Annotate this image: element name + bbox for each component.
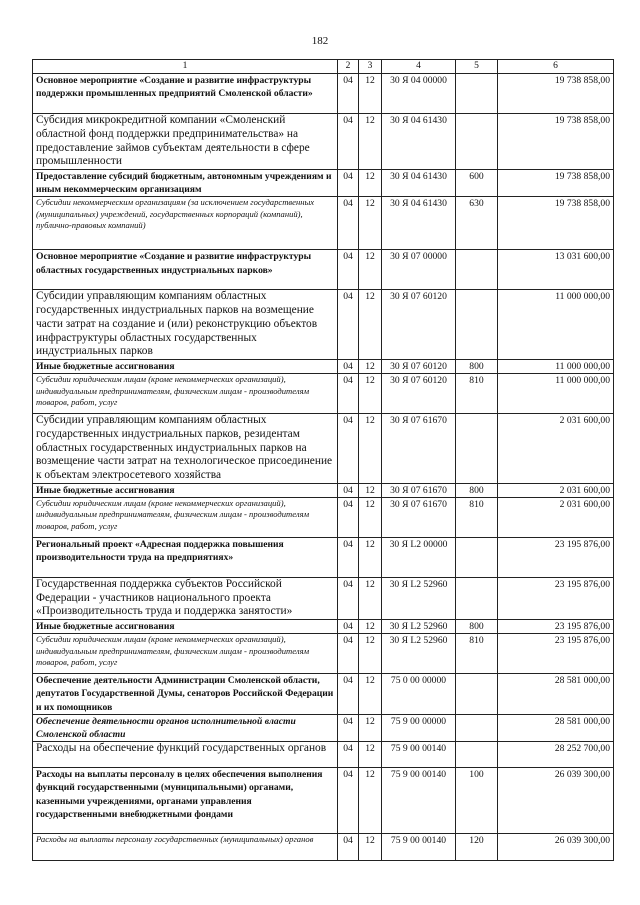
subsection-code-cell: 12: [359, 577, 382, 619]
table-row: [33, 74, 614, 114]
amount-cell: 28 581 000,00: [498, 714, 614, 741]
amount-cell: 26 039 300,00: [498, 834, 614, 861]
target-article-cell: 75 9 00 00140: [382, 742, 456, 768]
table-row: [33, 577, 614, 619]
subsection-code-cell: 12: [359, 537, 382, 577]
target-article-cell: 75 0 00 00000: [382, 674, 456, 715]
target-article-cell: 30 Я 07 61670: [382, 414, 456, 484]
expense-type-cell: [456, 537, 498, 577]
amount-cell: 26 039 300,00: [498, 768, 614, 834]
table-row: [33, 537, 614, 577]
amount-cell: 19 738 858,00: [498, 114, 614, 170]
row-name-cell: Основное мероприятие «Создание и развитие инфраструктуры областных государственных индустриальных парков»: [33, 250, 338, 290]
amount-cell: 11 000 000,00: [498, 290, 614, 360]
row-name-cell: Обеспечение деятельности Администрации Смоленской области, депутатов Государственной Думы, сенаторов Российской Федерации и их помощников: [33, 674, 338, 715]
row-name-cell: Иные бюджетные ассигнования: [33, 619, 338, 633]
section-code-cell: 04: [338, 250, 359, 290]
table-header-row: [33, 60, 614, 74]
expense-type-cell: [456, 674, 498, 715]
row-name-cell: Субсидии юридическим лицам (кроме некоммерческих организаций), индивидуальным предпринимателям, физическим лицам - производителям товаров, работ, услуг: [33, 497, 338, 537]
table-row: [33, 250, 614, 290]
subsection-code-cell: 12: [359, 483, 382, 497]
row-name-cell: Субсидия микрокредитной компании «Смоленский областной фонд поддержки предпринимательства» на предоставление займов субъектам деятельности в сфере промышленности: [33, 114, 338, 170]
budget-table: [32, 59, 614, 861]
row-name-cell: Государственная поддержка субъектов Российской Федерации - участников национального проекта «Производительность труда и поддержка занятости»: [33, 577, 338, 619]
amount-cell: 19 738 858,00: [498, 170, 614, 197]
amount-cell: 23 195 876,00: [498, 634, 614, 674]
section-code-cell: 04: [338, 74, 359, 114]
amount-cell: 2 031 600,00: [498, 483, 614, 497]
expense-type-cell: 810: [456, 374, 498, 414]
table-row: [33, 374, 614, 414]
expense-type-cell: [456, 290, 498, 360]
table-row: [33, 768, 614, 834]
expense-type-cell: 600: [456, 170, 498, 197]
target-article-cell: 30 Я 07 60120: [382, 359, 456, 373]
row-name-cell: Иные бюджетные ассигнования: [33, 359, 338, 373]
target-article-cell: 30 Я 04 00000: [382, 74, 456, 114]
subsection-code-cell: 12: [359, 634, 382, 674]
subsection-code-cell: 12: [359, 742, 382, 768]
amount-cell: 23 195 876,00: [498, 577, 614, 619]
section-code-cell: 04: [338, 634, 359, 674]
subsection-code-cell: 12: [359, 290, 382, 360]
expense-type-cell: [456, 577, 498, 619]
target-article-cell: 75 9 00 00140: [382, 834, 456, 861]
expense-type-cell: 800: [456, 359, 498, 373]
section-code-cell: 04: [338, 577, 359, 619]
header-cell: 1: [33, 60, 338, 74]
row-name-cell: Субсидии управляющим компаниям областных государственных индустриальных парков на возмещение части затрат на создание и (или) реконструкцию объектов инфраструктуры областных государственных индустриальных парков: [33, 290, 338, 360]
expense-type-cell: 800: [456, 619, 498, 633]
expense-type-cell: [456, 714, 498, 741]
table-row: [33, 742, 614, 768]
table-row: [33, 714, 614, 741]
row-name-cell: Расходы на выплаты персоналу государственных (муниципальных) органов: [33, 834, 338, 861]
row-name-cell: Иные бюджетные ассигнования: [33, 483, 338, 497]
subsection-code-cell: 12: [359, 359, 382, 373]
target-article-cell: 30 Я 04 61430: [382, 197, 456, 250]
amount-cell: 23 195 876,00: [498, 537, 614, 577]
subsection-code-cell: 12: [359, 714, 382, 741]
section-code-cell: 04: [338, 290, 359, 360]
subsection-code-cell: 12: [359, 74, 382, 114]
target-article-cell: 75 9 00 00000: [382, 714, 456, 741]
section-code-cell: 04: [338, 714, 359, 741]
target-article-cell: 30 Я 07 61670: [382, 497, 456, 537]
subsection-code-cell: 12: [359, 834, 382, 861]
header-cell: 4: [382, 60, 456, 74]
section-code-cell: 04: [338, 619, 359, 633]
table-row: [33, 170, 614, 197]
page-number: 182: [311, 35, 329, 47]
target-article-cell: 30 Я 07 60120: [382, 374, 456, 414]
expense-type-cell: 120: [456, 834, 498, 861]
subsection-code-cell: 12: [359, 374, 382, 414]
row-name-cell: Основное мероприятие «Создание и развитие инфраструктуры поддержки промышленных предприятий Смоленской области»: [33, 74, 338, 114]
table-row: [33, 634, 614, 674]
table-row: [33, 619, 614, 633]
section-code-cell: 04: [338, 197, 359, 250]
row-name-cell: Субсидии юридическим лицам (кроме некоммерческих организаций), индивидуальным предпринимателям, физическим лицам - производителям товаров, работ, услуг: [33, 634, 338, 674]
header-cell: 2: [338, 60, 359, 74]
table-row: [33, 834, 614, 861]
target-article-cell: 30 Я 04 61430: [382, 170, 456, 197]
section-code-cell: 04: [338, 170, 359, 197]
section-code-cell: 04: [338, 374, 359, 414]
amount-cell: 19 738 858,00: [498, 74, 614, 114]
expense-type-cell: [456, 742, 498, 768]
subsection-code-cell: 12: [359, 197, 382, 250]
expense-type-cell: [456, 74, 498, 114]
target-article-cell: 30 Я 04 61430: [382, 114, 456, 170]
row-name-cell: Региональный проект «Адресная поддержка повышения производительности труда на предприятиях»: [33, 537, 338, 577]
subsection-code-cell: 12: [359, 114, 382, 170]
table-row: [33, 197, 614, 250]
row-name-cell: Обеспечение деятельности органов исполнительной власти Смоленской области: [33, 714, 338, 741]
header-cell: 6: [498, 60, 614, 74]
expense-type-cell: 630: [456, 197, 498, 250]
subsection-code-cell: 12: [359, 250, 382, 290]
amount-cell: 2 031 600,00: [498, 497, 614, 537]
section-code-cell: 04: [338, 483, 359, 497]
table-row: [33, 414, 614, 484]
section-code-cell: 04: [338, 768, 359, 834]
amount-cell: 2 031 600,00: [498, 414, 614, 484]
target-article-cell: 30 Я 07 00000: [382, 250, 456, 290]
row-name-cell: Предоставление субсидий бюджетным, автономным учреждениям и иным некоммерческим организациям: [33, 170, 338, 197]
amount-cell: 28 581 000,00: [498, 674, 614, 715]
subsection-code-cell: 12: [359, 768, 382, 834]
target-article-cell: 30 Я 07 60120: [382, 290, 456, 360]
table-row: [33, 114, 614, 170]
expense-type-cell: 800: [456, 483, 498, 497]
section-code-cell: 04: [338, 537, 359, 577]
subsection-code-cell: 12: [359, 414, 382, 484]
amount-cell: 28 252 700,00: [498, 742, 614, 768]
expense-type-cell: [456, 414, 498, 484]
section-code-cell: 04: [338, 742, 359, 768]
expense-type-cell: [456, 114, 498, 170]
section-code-cell: 04: [338, 414, 359, 484]
amount-cell: 11 000 000,00: [498, 359, 614, 373]
expense-type-cell: 810: [456, 497, 498, 537]
subsection-code-cell: 12: [359, 170, 382, 197]
row-name-cell: Субсидии юридическим лицам (кроме некоммерческих организаций), индивидуальным предпринимателям, физическим лицам - производителям товаров, работ, услуг: [33, 374, 338, 414]
subsection-code-cell: 12: [359, 674, 382, 715]
target-article-cell: 30 Я 07 61670: [382, 483, 456, 497]
target-article-cell: 30 Я L2 52960: [382, 577, 456, 619]
section-code-cell: 04: [338, 359, 359, 373]
expense-type-cell: 100: [456, 768, 498, 834]
section-code-cell: 04: [338, 497, 359, 537]
table-row: [33, 483, 614, 497]
table-row: [33, 497, 614, 537]
target-article-cell: 30 Я L2 00000: [382, 537, 456, 577]
table-row: [33, 674, 614, 715]
header-cell: 3: [359, 60, 382, 74]
expense-type-cell: 810: [456, 634, 498, 674]
row-name-cell: Расходы на обеспечение функций государственных органов: [33, 742, 338, 768]
subsection-code-cell: 12: [359, 619, 382, 633]
target-article-cell: 30 Я L2 52960: [382, 634, 456, 674]
row-name-cell: Субсидии некоммерческим организациям (за исключением государственных (муниципальных) учреждений, государственных корпораций (компаний), публично-правовых компаний): [33, 197, 338, 250]
target-article-cell: 30 Я L2 52960: [382, 619, 456, 633]
table-row: [33, 290, 614, 360]
section-code-cell: 04: [338, 674, 359, 715]
amount-cell: 23 195 876,00: [498, 619, 614, 633]
amount-cell: 11 000 000,00: [498, 374, 614, 414]
row-name-cell: Расходы на выплаты персоналу в целях обеспечения выполнения функций государственными (муниципальными) органами, казенными учреждениями, органами управления государственными внебюджетными фондами: [33, 768, 338, 834]
row-name-cell: Субсидии управляющим компаниям областных государственных индустриальных парков, резидентам областных государственных индустриальных парков на возмещение части затрат на технологическое присоединение к объектам электросетевого хозяйства: [33, 414, 338, 484]
section-code-cell: 04: [338, 834, 359, 861]
header-cell: 5: [456, 60, 498, 74]
section-code-cell: 04: [338, 114, 359, 170]
table-row: [33, 359, 614, 373]
target-article-cell: 75 9 00 00140: [382, 768, 456, 834]
expense-type-cell: [456, 250, 498, 290]
amount-cell: 19 738 858,00: [498, 197, 614, 250]
amount-cell: 13 031 600,00: [498, 250, 614, 290]
subsection-code-cell: 12: [359, 497, 382, 537]
